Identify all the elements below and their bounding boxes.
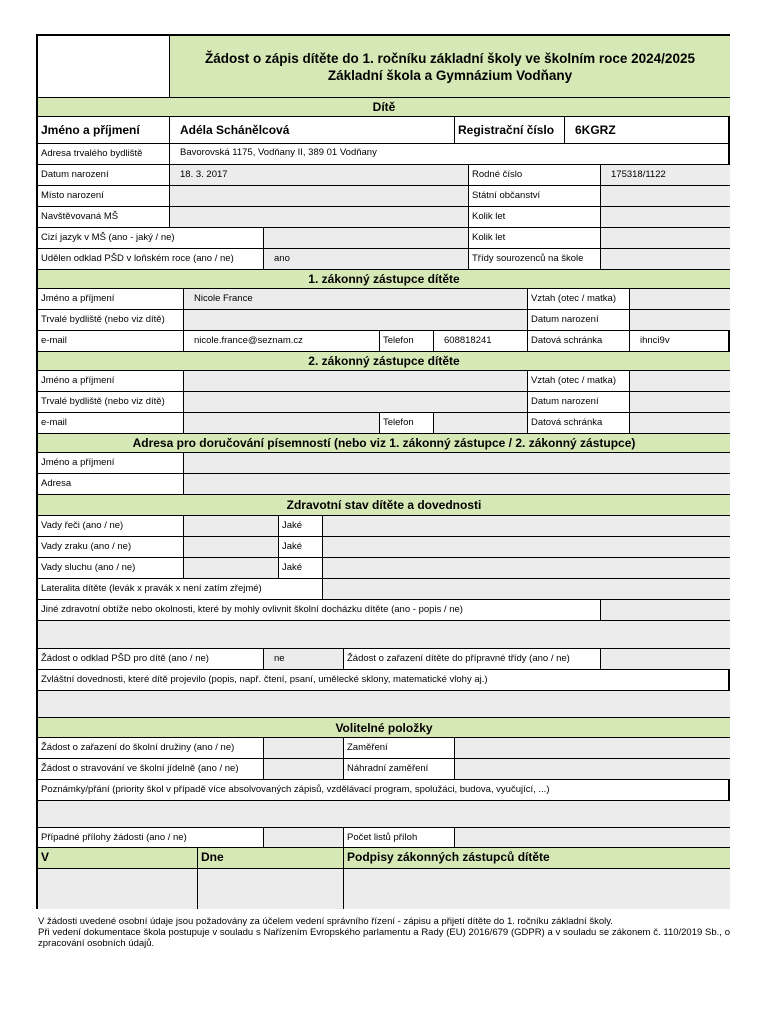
g1-name-field[interactable]: Nicole France [184,289,528,310]
g2-databox-label: Datová schránka [528,413,630,434]
alt-focus-field[interactable] [455,759,730,780]
attachments-label: Případné přílohy žádosti (ano / ne) [38,828,264,848]
g2-name-label: Jméno a příjmení [38,371,184,392]
signature-label: Podpisy zákonných zástupců dítěte [344,848,730,869]
child-years1-label: Kolik let [469,207,601,228]
g2-dob-field[interactable] [630,392,730,413]
g1-address-field[interactable] [184,310,528,331]
speech-label: Vady řeči (ano / ne) [38,516,184,537]
g1-phone-label: Telefon [380,331,434,352]
g1-dob-field[interactable] [630,310,730,331]
g1-email-field[interactable]: nicole.france@seznam.cz [184,331,380,352]
section-guardian2: 2. zákonný zástupce dítěte [38,352,730,371]
g1-email-label: e-mail [38,331,184,352]
other-health-field-b[interactable] [38,621,730,649]
child-siblings-label: Třídy sourozenců na škole [469,249,601,270]
speech-field[interactable] [184,516,279,537]
g2-email-label: e-mail [38,413,184,434]
vision-field[interactable] [184,537,279,558]
notes-label: Poznámky/přání (priority škol v případě více absolvovaných zápisů, vzdělávací program, spolužáci, budova, vyučující, ...) [38,780,730,801]
child-kindergarten-label: Navštěvovaná MŠ [38,207,170,228]
canteen-field[interactable] [264,759,344,780]
place-label: V [38,848,198,869]
child-birthnum-label: Rodné číslo [469,165,601,186]
club-label: Žádost o zařazení do školní družiny (ano / ne) [38,738,264,759]
child-birthplace-field[interactable] [170,186,469,207]
deferral-request-field[interactable]: ne [264,649,344,670]
g1-phone-field[interactable]: 608818241 [434,331,528,352]
canteen-label: Žádost o stravování ve školní jídelně (ano / ne) [38,759,264,780]
g2-relation-field[interactable] [630,371,730,392]
delivery-name-label: Jméno a příjmení [38,453,184,474]
attachments-count-field[interactable] [455,828,730,848]
footer-note-1: V žádosti uvedené osobní údaje jsou požadovány za účelem vedení správního řízení - zápisu a přijetí dítěte do 1. ročníku základní školy. [38,916,613,927]
speech-which-label: Jaké [279,516,323,537]
child-foreign-lang-field[interactable] [264,228,469,249]
g2-address-label: Trvalé bydliště (nebo viz dítě) [38,392,184,413]
laterality-field[interactable] [323,579,730,600]
vision-which-field[interactable] [323,537,730,558]
delivery-name-field[interactable] [184,453,730,474]
child-citizenship-field[interactable] [601,186,730,207]
hearing-field[interactable] [184,558,279,579]
section-guardian1: 1. zákonný zástupce dítěte [38,270,730,289]
section-child: Dítě [38,98,730,117]
prep-class-label: Žádost o zařazení dítěte do přípravné třídy (ano / ne) [344,649,601,670]
child-siblings-field[interactable] [601,249,730,270]
other-health-field-a[interactable] [601,600,730,621]
skills-label: Zvláštní dovednosti, které dítě projevilo (popis, např. čtení, psaní, umělecké sklony, matematické vlohy aj.) [38,670,730,691]
delivery-address-field[interactable] [184,474,730,495]
child-kindergarten-field[interactable] [170,207,469,228]
child-dob-field[interactable]: 18. 3. 2017 [170,165,469,186]
school-name: Základní škola a Gymnázium Vodňany [327,67,573,83]
alt-focus-label: Náhradní zaměření [344,759,455,780]
skills-field[interactable] [38,691,730,718]
school-logo-box [38,36,170,98]
child-foreign-lang-label: Cizí jazyk v MŠ (ano - jaký / ne) [38,228,264,249]
notes-field[interactable] [38,801,730,828]
vision-which-label: Jaké [279,537,323,558]
g2-phone-label: Telefon [380,413,434,434]
child-years1-field[interactable] [601,207,730,228]
g1-databox-field[interactable]: ihnci9v [630,331,730,352]
child-citizenship-label: Státní občanství [469,186,601,207]
g1-relation-label: Vztah (otec / matka) [528,289,630,310]
speech-which-field[interactable] [323,516,730,537]
child-name-field[interactable]: Adéla Schánělcová [170,117,455,144]
child-birthnum-field[interactable]: 175318/1122 [601,165,730,186]
place-field[interactable] [38,869,198,909]
hearing-label: Vady sluchu (ano / ne) [38,558,184,579]
section-delivery: Adresa pro doručování písemností (nebo viz 1. zákonný zástupce / 2. zákonný zástupce) [38,434,730,453]
g1-address-label: Trvalé bydliště (nebo viz dítě) [38,310,184,331]
other-health-label: Jiné zdravotní obtíže nebo okolnosti, které by mohly ovlivnit školní docházku dítěte (ano - popis / ne) [38,600,601,621]
form-title [170,36,730,98]
prep-class-field[interactable] [601,649,730,670]
signature-field[interactable] [344,869,730,909]
g2-dob-label: Datum narození [528,392,630,413]
child-address-field[interactable]: Bavorovská 1175, Vodňany II, 389 01 Vodňany [170,144,730,165]
g2-databox-field[interactable] [630,413,730,434]
form-title-text: Žádost o zápis dítěte do 1. ročníku základní školy ve školním roce 2024/2025 [205,50,695,66]
g1-relation-field[interactable] [630,289,730,310]
child-birthplace-label: Místo narození [38,186,170,207]
child-address-label: Adresa trvalého bydliště [38,144,170,165]
vision-label: Vady zraku (ano / ne) [38,537,184,558]
child-dob-label: Datum narození [38,165,170,186]
footer-note-2: Při vedení dokumentace škola postupuje v souladu s Nařízením Evropského parlamentu a Rady (EU) 2016/679 (GDPR) a v souladu se zákonem č. 110/2019 Sb., o zpracování osobních údajů. [38,927,730,949]
date-field[interactable] [198,869,344,909]
section-optional: Volitelné položky [38,718,730,738]
application-form [36,34,730,909]
g2-phone-field[interactable] [434,413,528,434]
child-years2-label: Kolik let [469,228,601,249]
attachments-field[interactable] [264,828,344,848]
laterality-label: Lateralita dítěte (levák x pravák x není zatím zřejmé) [38,579,323,600]
g2-relation-label: Vztah (otec / matka) [528,371,630,392]
focus-label: Zaměření [344,738,455,759]
section-health: Zdravotní stav dítěte a dovednosti [38,495,730,516]
child-reg-label: Registrační číslo [455,117,565,144]
g2-address-field[interactable] [184,392,528,413]
club-field[interactable] [264,738,344,759]
child-deferral-field[interactable]: ano [264,249,469,270]
g2-name-field[interactable] [184,371,528,392]
g1-databox-label: Datová schránka [528,331,630,352]
date-label: Dne [198,848,344,869]
deferral-request-label: Žádost o odklad PŠD pro dítě (ano / ne) [38,649,264,670]
delivery-address-label: Adresa [38,474,184,495]
child-years2-field[interactable] [601,228,730,249]
hearing-which-field[interactable] [323,558,730,579]
focus-field[interactable] [455,738,730,759]
g1-dob-label: Datum narození [528,310,630,331]
g2-email-field[interactable] [184,413,380,434]
attachments-count-label: Počet listů příloh [344,828,455,848]
child-reg-field[interactable]: 6KGRZ [565,117,730,144]
hearing-which-label: Jaké [279,558,323,579]
child-deferral-label: Udělen odklad PŠD v loňském roce (ano / ne) [38,249,264,270]
child-name-label: Jméno a příjmení [38,117,170,144]
g1-name-label: Jméno a příjmení [38,289,184,310]
